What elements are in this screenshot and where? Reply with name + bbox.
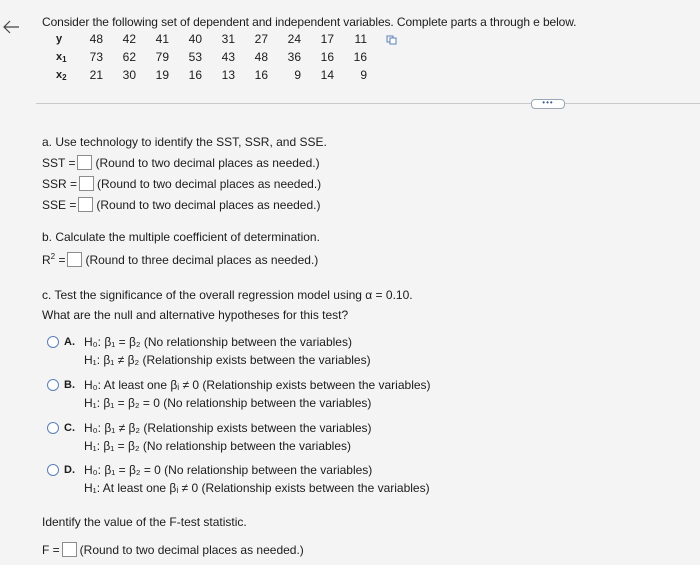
table-cell: 24 [287,32,301,46]
table-cell: 17 [320,32,334,46]
f-note: (Round to two decimal places as needed.) [79,542,304,557]
ssr-label: SSR = [42,176,78,191]
table-row-x2 [56,66,371,84]
table-cell: 14 [320,68,334,82]
table-cell: 36 [287,50,301,64]
part-a-question: a. Use technology to identify the SST, SSR, and SSE. [42,135,327,149]
f-input[interactable] [62,542,77,557]
table-cell: 79 [155,50,169,64]
option-c-h1: H₁: β₁ = β₂ (No relationship between the variables) [84,439,352,453]
option-c-letter: C. [64,422,75,434]
problem-prompt: Consider the following set of dependent and independent variables. Complete parts a through e below. [42,15,577,29]
table-cell: 27 [254,32,268,46]
copy-data-icon[interactable] [386,35,397,45]
r2-label: $R^2$ = [42,252,66,267]
r2-row [42,252,318,267]
variables-table [56,30,371,84]
part-c-subquestion: What are the null and alternative hypotheses for this test? [42,308,349,322]
table-cell: 41 [155,32,169,46]
table-cell: 53 [188,50,202,64]
more-button[interactable]: ••• [531,99,565,109]
f-stat-question: Identify the value of the F-test statistic. [42,515,247,529]
option-a-radio[interactable] [47,336,59,348]
table-cell: 30 [122,68,136,82]
back-arrow-icon[interactable] [2,20,20,34]
table-cell: 16 [254,68,268,82]
table-cell: 62 [122,50,136,64]
table-cell: 73 [89,50,103,64]
option-b-letter: B. [64,379,75,391]
option-a-h1: H₁: β₁ ≠ β₂ (Relationship exists between the variables) [84,353,371,367]
table-cell: 9 [360,68,367,82]
option-d-h1: H₁: At least one βᵢ ≠ 0 (Relationship exists between the variables) [84,481,430,495]
table-row-x1 [56,48,371,66]
table-cell: 16 [320,50,334,64]
part-c-question: c. Test the significance of the overall regression model using α = 0.10. [42,288,413,302]
table-cell: 43 [221,50,235,64]
table-cell: 48 [254,50,268,64]
option-d-radio[interactable] [47,464,59,476]
table-cell: 42 [122,32,136,46]
row-label-x1: $x_1$ [56,50,67,64]
option-a-h0: H₀: β₁ = β₂ (No relationship between the variables) [84,335,352,349]
row-label-x2: $x_2$ [56,68,67,82]
table-cell: 13 [221,68,235,82]
part-b-question: b. Calculate the multiple coefficient of determination. [42,230,320,244]
sst-label: SST = [42,155,76,170]
sse-input[interactable] [78,197,93,212]
ssr-note: (Round to two decimal places as needed.) [97,176,322,191]
table-cell: 9 [294,68,301,82]
sst-input[interactable] [77,155,92,170]
ssr-input[interactable] [79,176,94,191]
row-label-y: y [56,33,63,45]
table-cell: 16 [353,50,367,64]
sse-row [42,197,321,212]
r2-note: (Round to three decimal places as needed.) [85,252,319,267]
option-b-radio[interactable] [47,379,59,391]
sse-label: SSE = [42,197,77,212]
table-row-y [56,30,371,48]
r2-input[interactable] [67,252,82,267]
table-cell: 16 [188,68,202,82]
f-label: F = [42,542,60,557]
option-c-h0: H₀: β₁ ≠ β₂ (Relationship exists between the variables) [84,421,372,435]
table-cell: 31 [221,32,235,46]
sst-note: (Round to two decimal places as needed.) [95,155,320,170]
option-b-h0: H₀: At least one βᵢ ≠ 0 (Relationship exists between the variables) [84,378,431,392]
ssr-row [42,176,321,191]
option-c-radio[interactable] [47,422,59,434]
table-cell: 40 [188,32,202,46]
table-cell: 19 [155,68,169,82]
option-b-h1: H₁: β₁ = β₂ = 0 (No relationship between the variables) [84,396,372,410]
section-divider [36,103,700,104]
option-a-letter: A. [64,336,75,348]
option-d-h0: H₀: β₁ = β₂ = 0 (No relationship between the variables) [84,463,373,477]
table-cell: 11 [354,32,367,46]
table-cell: 21 [89,68,103,82]
sst-row [42,155,320,170]
f-row [42,542,304,557]
table-cell: 48 [89,32,103,46]
sse-note: (Round to two decimal places as needed.) [96,197,321,212]
option-d-letter: D. [64,464,75,476]
